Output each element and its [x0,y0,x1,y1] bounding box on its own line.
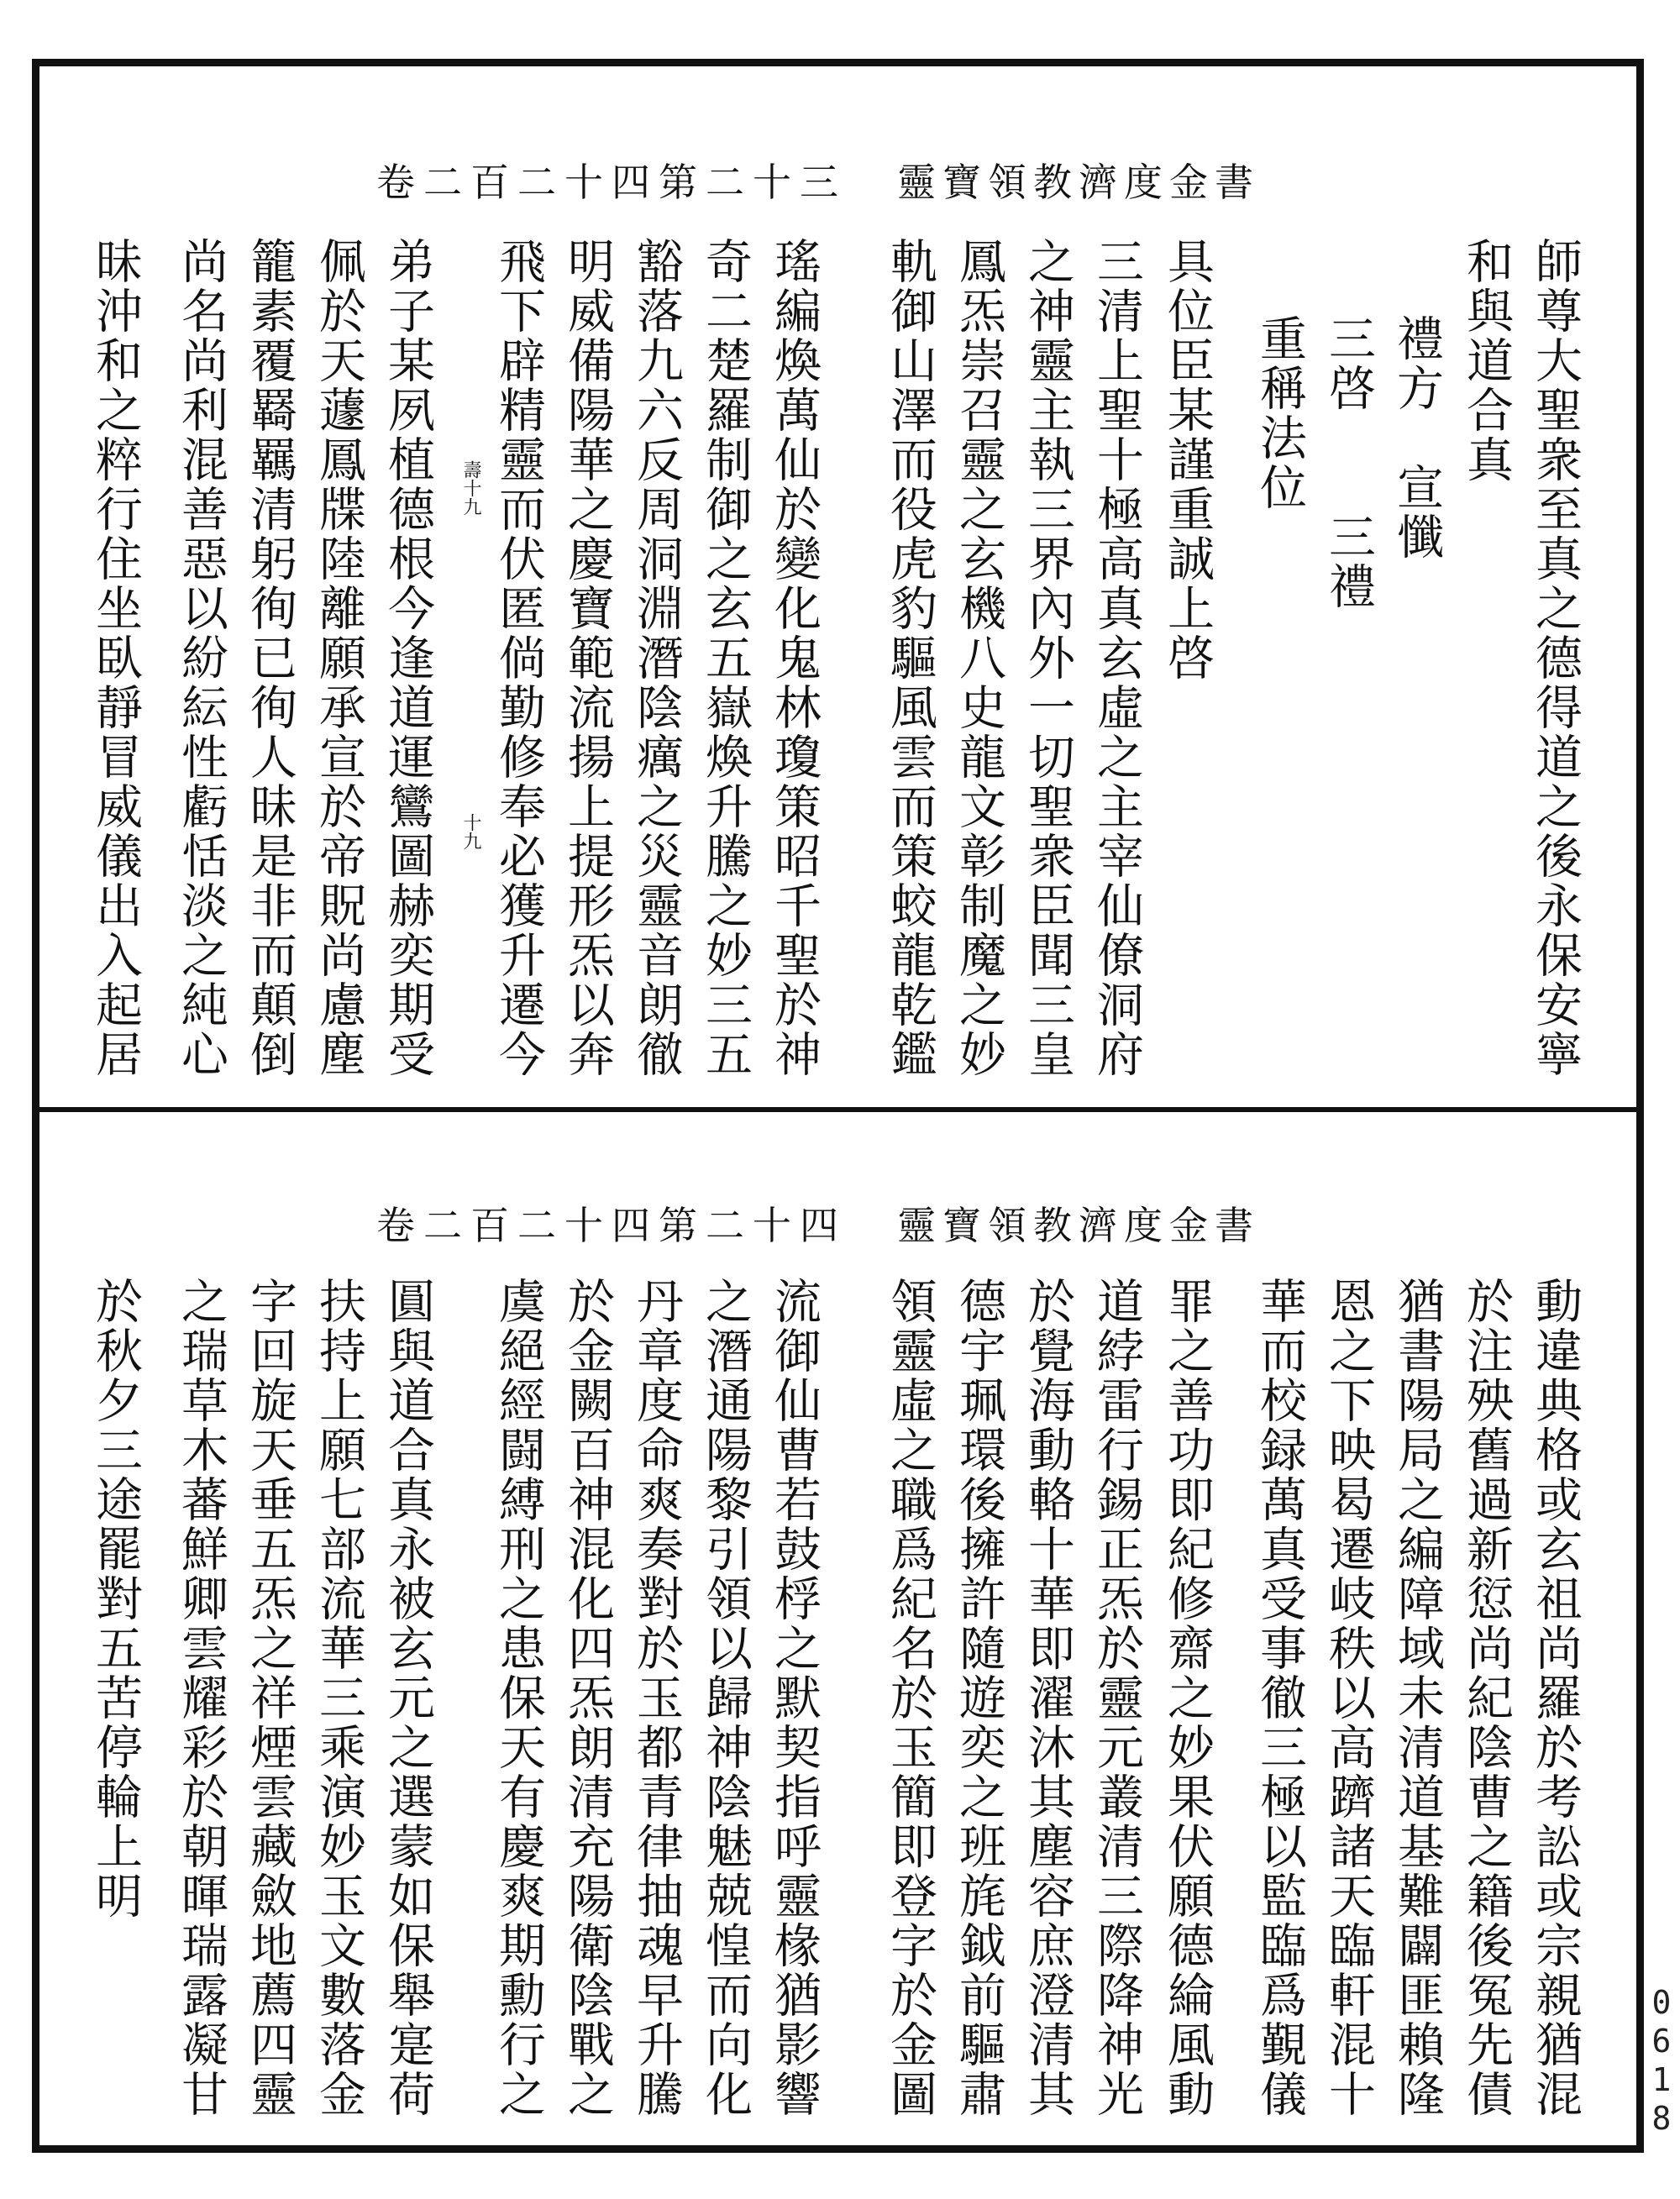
bottom-column-19: 之瑞草木蕃鮮卿雲耀彩於朝暉瑞露凝甘 [174,1277,228,2119]
top-column-14: 明威備陽華之慶寶範流揚上提形炁以奔 [560,237,615,1079]
top-column-17: 佩於天蘧鳳牒陸離願承宣於帝貺尚慮塵 [312,237,366,1079]
bottom-header-volume-ref: 卷二百二十四第二十四 [376,1203,847,1248]
top-column-20: 昧沖和之粹行住坐臥靜冒威儀出入起居 [88,237,143,1079]
top-column-3: 禮方 宣懺 [1389,314,1444,562]
bottom-header-book-title: 靈寶領教濟度金書 [897,1203,1260,1248]
bottom-column-9: 德宇珮環後擁許隨遊奕之班旄鉞前驅肅 [952,1277,1006,2119]
top-column-10: 軌御山澤而役虎豹驅風雲而策蛟龍乾鑑 [883,237,937,1079]
bottom-column-4: 恩之下映曷遷岐秩以高躋諸天臨軒混十 [1321,1277,1376,2119]
bottom-header [376,1203,1260,1248]
page-number: 0618 [1643,1984,1680,2139]
top-column-19: 尚名尚利混善惡以紛紜性虧恬淡之純心 [174,237,228,1079]
bottom-column-2: 於注殃舊過新愆尚紀陰曹之籍後冤先債 [1459,1277,1514,2119]
bottom-column-5: 華而校録萬真受事徹三極以監臨爲覲儀 [1252,1277,1307,2119]
top-column-9: 鳳炁崇召靈之玄機八史龍文彰制魔之妙 [952,237,1006,1079]
top-column-8: 之神靈主執三界內外一切聖衆臣聞三皇 [1021,237,1075,1079]
bottom-column-3: 猶書陽局之編障域未清道基難闢匪賴隆 [1390,1277,1445,2119]
top-column-5: 重稱法位 [1252,314,1307,512]
bottom-column-12: 之潛通陽黎引領以歸神陰魅兢惶而向化 [698,1277,753,2119]
bottom-column-20: 於秋夕三途罷對五苦停輪上明 [88,1277,143,1921]
bottom-column-7: 道綍雷行錫正炁於靈元叢清三際降神光 [1089,1277,1144,2119]
top-column-6: 具位臣某謹重誠上啓 [1160,237,1215,683]
bottom-column-17: 扶持上願七部流華三乘演妙玉文數落金 [312,1277,366,2119]
bottom-column-16: 圓與道合真永被玄元之選蒙如保舉寔荷 [381,1277,435,2119]
top-column-15: 飛下辟精靈而伏匿倘勤修奉必獲升遷今 [491,237,546,1079]
bottom-column-13: 丹章度命爽奏對於玉都青律抽魂早升騰 [629,1277,684,2119]
top-margin-note-2: 十九 [460,813,481,850]
top-column-13: 豁落九六反周洞淵潛陰癘之災靈音朗徹 [629,237,684,1079]
top-header [376,160,1260,205]
top-column-7: 三清上聖十極高真玄虛之主宰仙僚洞府 [1089,237,1144,1079]
bottom-column-15: 虞絕經闘縛刑之患保天有慶爽期勳行之 [491,1277,546,2119]
top-column-4: 三啓 三禮 [1321,314,1376,611]
top-column-16: 弟子某夙植德根今逢道運鸞圖赫奕期受 [381,237,435,1079]
bottom-column-8: 於覺海動輅十華即濯沐其塵容庶澄清其 [1021,1277,1075,2119]
top-column-18: 籠素覆羇羈清躬徇已徇人昧是非而顛倒 [243,237,297,1079]
bottom-column-6: 罪之善功即紀修齋之妙果伏願德綸風動 [1160,1277,1215,2119]
bottom-column-14: 於金闕百神混化四炁朗清充陽衛陰戰之 [560,1277,615,2119]
top-column-2: 和與道合真 [1459,237,1514,485]
top-header-book-title: 靈寶領教濟度金書 [897,160,1260,205]
top-header-volume-ref: 卷二百二十四第二十三 [376,160,847,205]
top-margin-note-1: 壽十九 [460,460,481,516]
top-column-11: 瑤編煥萬仙於變化鬼林瓊策昭千聖於神 [767,237,822,1079]
top-column-1: 師尊大聖衆至真之德得道之後永保安寧 [1528,237,1583,1079]
bottom-column-10: 領靈虛之職爲紀名於玉簡即登字於金圖 [883,1277,937,2119]
top-column-12: 奇二楚羅制御之玄五嶽煥升騰之妙三五 [698,237,753,1079]
bottom-column-1: 動違典格或玄祖尚羅於考訟或宗親猶混 [1528,1277,1583,2119]
panel-divider [32,1107,1644,1112]
bottom-column-11: 流御仙曹若鼓桴之默契指呼靈椽猶影響 [767,1277,822,2119]
bottom-column-18: 字回旋天垂五炁之祥煙雲藏斂地薦四靈 [243,1277,297,2119]
